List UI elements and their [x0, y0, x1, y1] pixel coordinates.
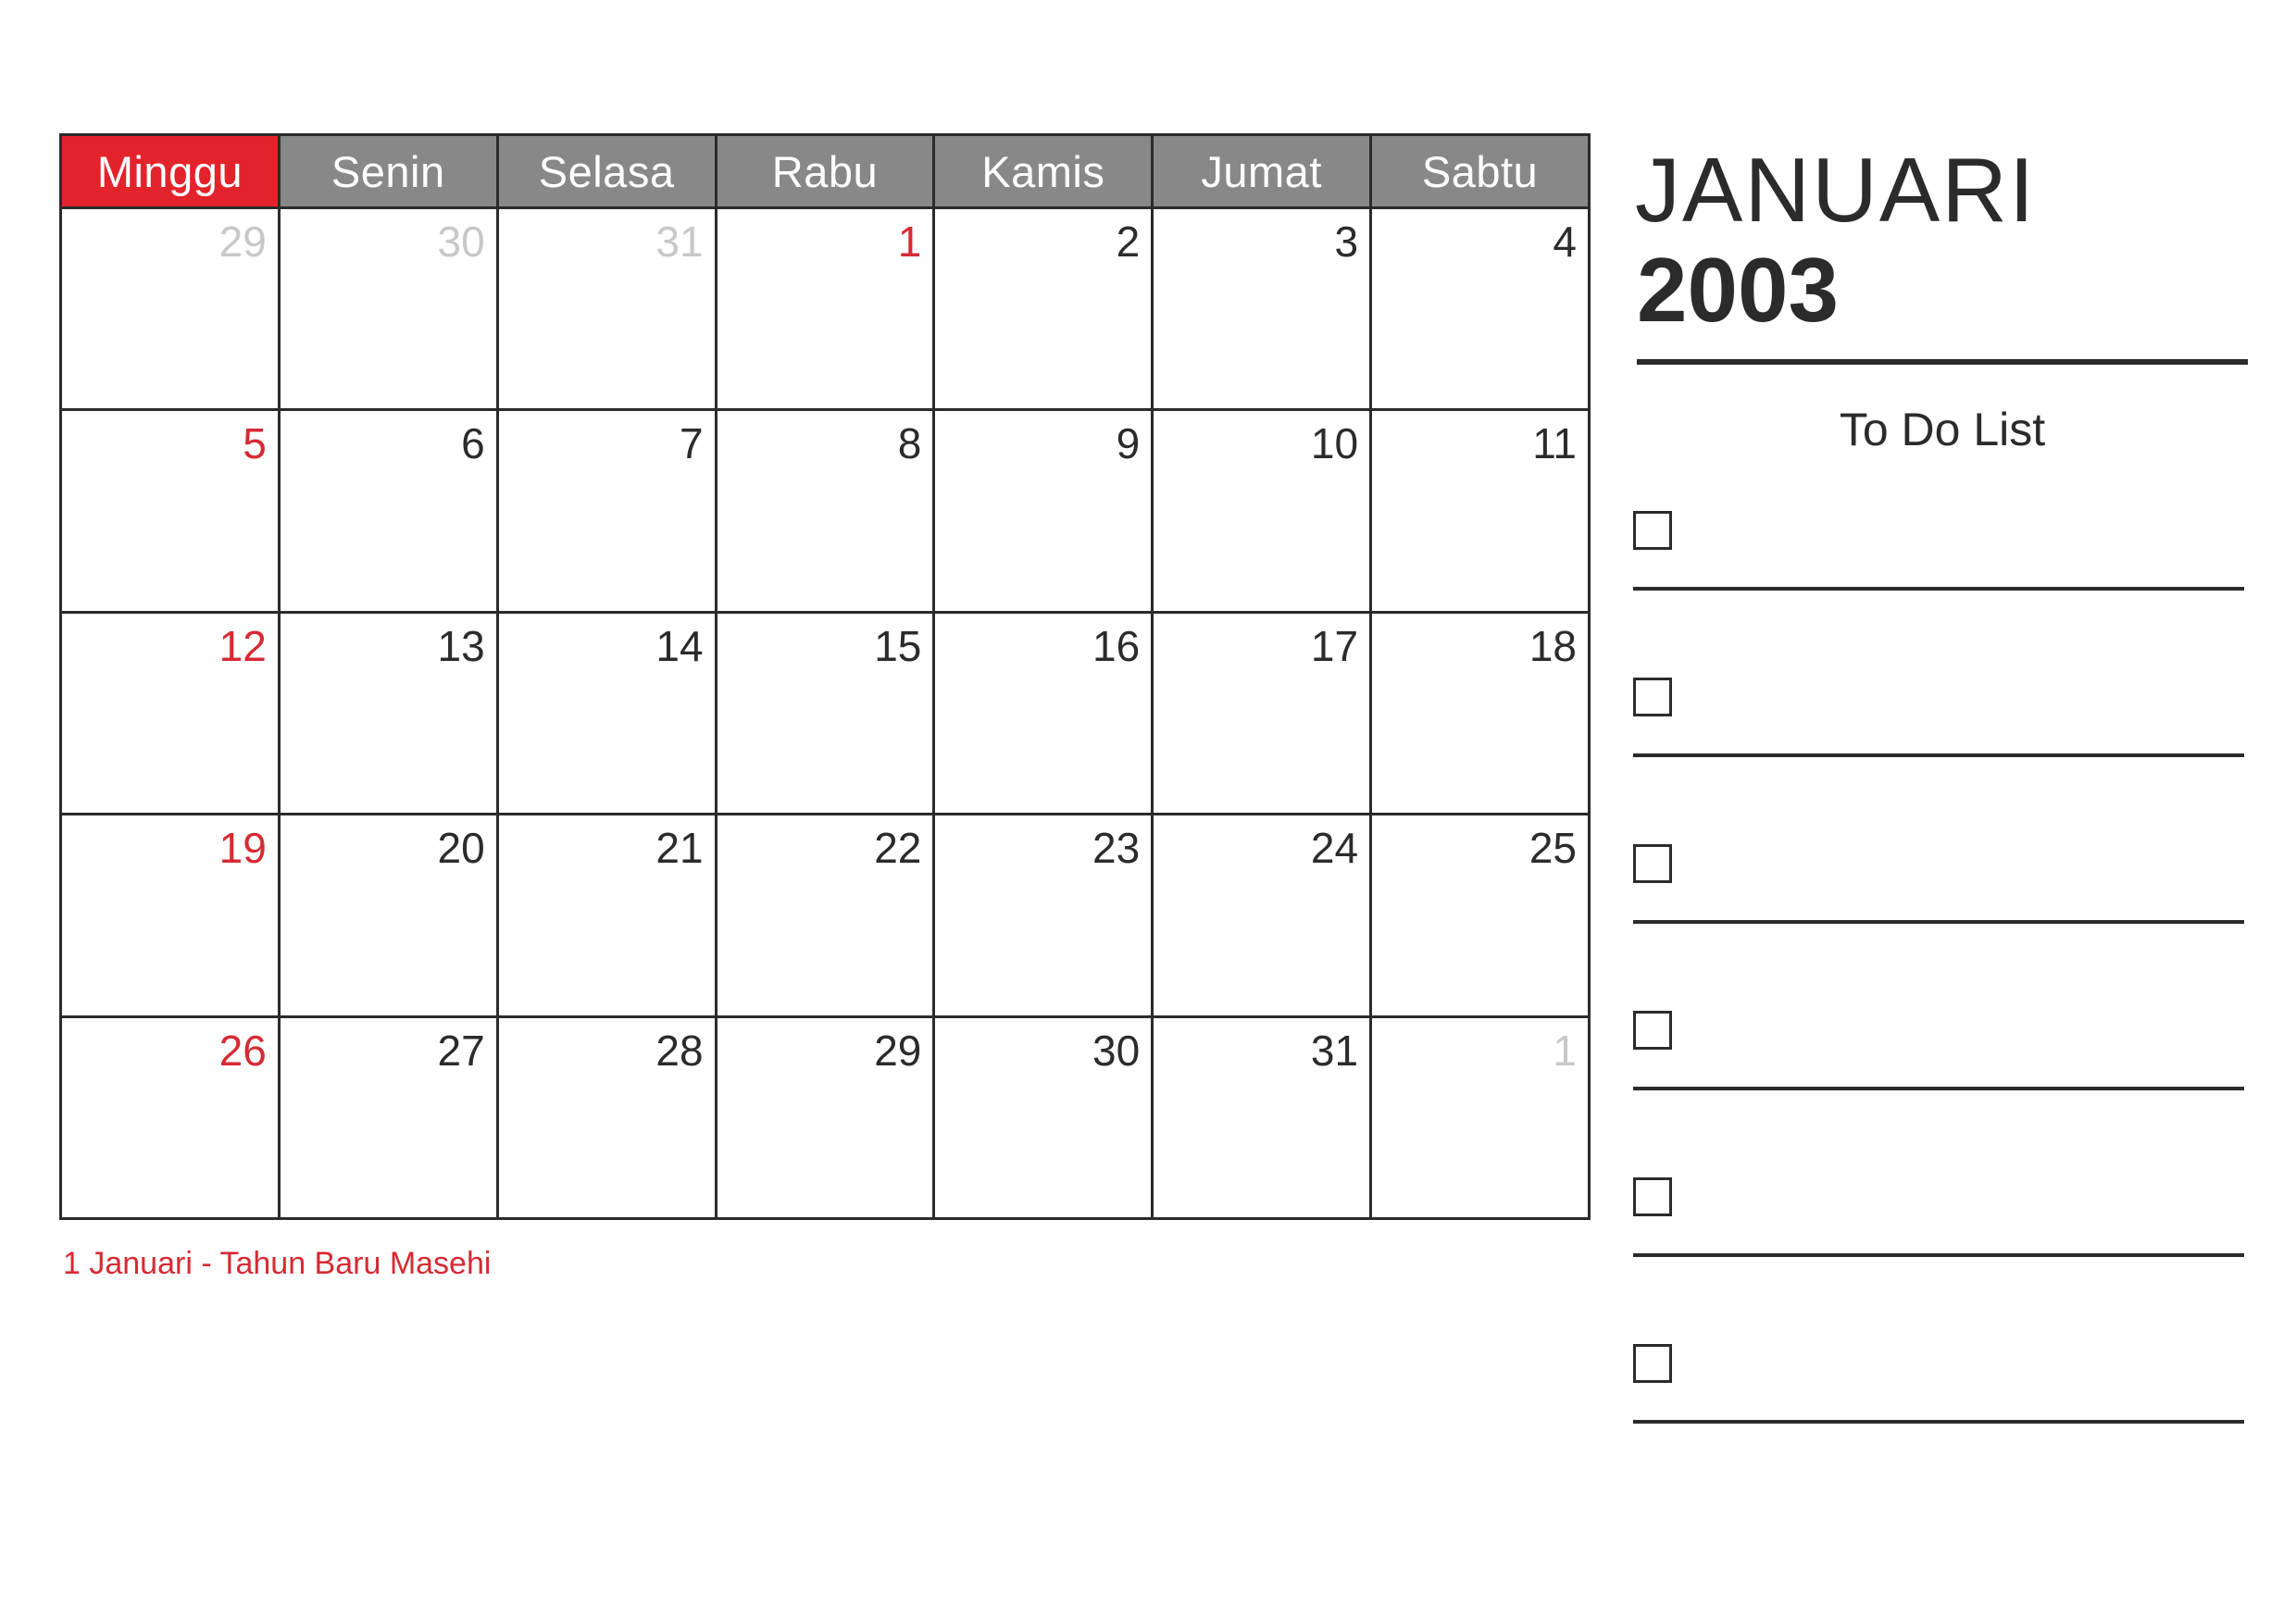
- day-number: 31: [655, 218, 704, 266]
- weekday-header-senin: Senin: [279, 135, 497, 208]
- weekday-header-rabu: Rabu: [716, 135, 934, 208]
- todo-writing-line[interactable]: [1633, 587, 2244, 591]
- day-cell: [497, 612, 716, 814]
- day-cell: [934, 208, 1153, 410]
- todo-item: [1633, 1007, 2248, 1174]
- day-cell: [1371, 410, 1590, 612]
- day-number: 9: [1116, 419, 1141, 468]
- todo-item: [1633, 840, 2248, 1007]
- day-cell-next-month: [1371, 1016, 1590, 1218]
- day-number: 24: [1310, 824, 1359, 873]
- day-number: 8: [897, 419, 922, 468]
- weekday-header-jumat: Jumat: [1153, 135, 1371, 208]
- todo-writing-line[interactable]: [1633, 1253, 2244, 1257]
- day-cell-sunday: [61, 410, 280, 612]
- day-cell-prev-month: [279, 208, 497, 410]
- week-row: [61, 1016, 1590, 1218]
- day-number: 5: [243, 419, 267, 468]
- day-number: 1: [1553, 1026, 1577, 1075]
- day-number: 18: [1529, 621, 1577, 670]
- holiday-note: 1 Januari - Tahun Baru Masehi: [63, 1246, 492, 1281]
- day-cell: [497, 815, 716, 1016]
- todo-checkbox[interactable]: [1633, 678, 1672, 716]
- weekday-header-selasa: Selasa: [497, 135, 716, 208]
- day-number: 13: [437, 621, 485, 670]
- calendar-grid: [59, 133, 1591, 1220]
- day-number: 3: [1334, 218, 1359, 266]
- todo-writing-line[interactable]: [1633, 753, 2244, 757]
- day-cell: [279, 410, 497, 612]
- todo-checkbox[interactable]: [1633, 1344, 1672, 1383]
- day-number: 20: [437, 824, 485, 873]
- day-number: 14: [655, 621, 704, 670]
- todo-checkbox[interactable]: [1633, 511, 1672, 550]
- weekday-header-kamis: Kamis: [934, 135, 1153, 208]
- day-cell-sunday: [61, 1016, 280, 1218]
- weekday-header-sabtu: Sabtu: [1371, 135, 1590, 208]
- day-cell: [716, 1016, 934, 1218]
- day-cell: [934, 612, 1153, 814]
- todo-item: [1633, 1174, 2248, 1340]
- todo-list-title: To Do List: [1839, 404, 2046, 455]
- day-cell: [716, 612, 934, 814]
- day-number: 23: [1092, 824, 1141, 873]
- day-cell-sunday: [61, 612, 280, 814]
- day-cell: [934, 410, 1153, 612]
- day-cell: [1153, 815, 1371, 1016]
- day-number: 21: [655, 824, 704, 873]
- day-number: 1: [897, 218, 922, 266]
- day-number: 29: [874, 1026, 922, 1075]
- day-number: 16: [1092, 621, 1141, 670]
- day-cell: [279, 1016, 497, 1218]
- day-number: 12: [218, 621, 267, 670]
- day-number: 28: [655, 1026, 704, 1075]
- todo-list: [1633, 507, 2248, 1507]
- week-row: [61, 612, 1590, 814]
- day-cell: [1153, 410, 1371, 612]
- todo-writing-line[interactable]: [1633, 920, 2244, 924]
- day-number: 25: [1529, 824, 1577, 873]
- year-title: 2003: [1637, 239, 1840, 341]
- todo-checkbox[interactable]: [1633, 844, 1672, 883]
- day-number: 30: [1092, 1026, 1141, 1075]
- todo-item: [1633, 1340, 2248, 1507]
- day-cell: [716, 410, 934, 612]
- day-number: 4: [1553, 218, 1577, 266]
- day-number: 29: [218, 218, 267, 266]
- day-cell: [1153, 208, 1371, 410]
- todo-item: [1633, 674, 2248, 840]
- day-cell: [716, 815, 934, 1016]
- weekday-header-minggu: Minggu: [61, 135, 280, 208]
- day-cell: [279, 815, 497, 1016]
- todo-writing-line[interactable]: [1633, 1087, 2244, 1090]
- day-cell: [1371, 612, 1590, 814]
- month-title: JANUARI: [1635, 139, 2037, 241]
- todo-writing-line[interactable]: [1633, 1420, 2244, 1424]
- week-row: [61, 208, 1590, 410]
- day-number: 22: [874, 824, 922, 873]
- week-row: [61, 815, 1590, 1016]
- day-number: 17: [1310, 621, 1359, 670]
- week-row: [61, 410, 1590, 612]
- day-cell-prev-month: [497, 208, 716, 410]
- day-number: 10: [1310, 419, 1359, 468]
- day-number: 7: [679, 419, 704, 468]
- day-cell: [934, 1016, 1153, 1218]
- header-divider: [1637, 359, 2248, 365]
- day-cell-holiday: [716, 208, 934, 410]
- day-cell: [279, 612, 497, 814]
- todo-item: [1633, 507, 2248, 674]
- day-number: 30: [437, 218, 485, 266]
- day-cell: [1371, 208, 1590, 410]
- day-number: 19: [218, 824, 267, 873]
- day-cell-prev-month: [61, 208, 280, 410]
- day-number: 31: [1310, 1026, 1359, 1075]
- day-number: 27: [437, 1026, 485, 1075]
- day-number: 15: [874, 621, 922, 670]
- day-number: 6: [461, 419, 485, 468]
- day-number: 11: [1532, 419, 1577, 468]
- todo-checkbox[interactable]: [1633, 1177, 1672, 1216]
- weekday-header-row: [61, 135, 1590, 208]
- day-cell: [497, 1016, 716, 1218]
- day-cell: [1153, 1016, 1371, 1218]
- day-cell: [1153, 612, 1371, 814]
- day-number: 26: [218, 1026, 267, 1075]
- day-cell-sunday: [61, 815, 280, 1016]
- day-cell: [497, 410, 716, 612]
- day-cell: [1371, 815, 1590, 1016]
- todo-checkbox[interactable]: [1633, 1011, 1672, 1050]
- day-cell: [934, 815, 1153, 1016]
- day-number: 2: [1116, 218, 1141, 266]
